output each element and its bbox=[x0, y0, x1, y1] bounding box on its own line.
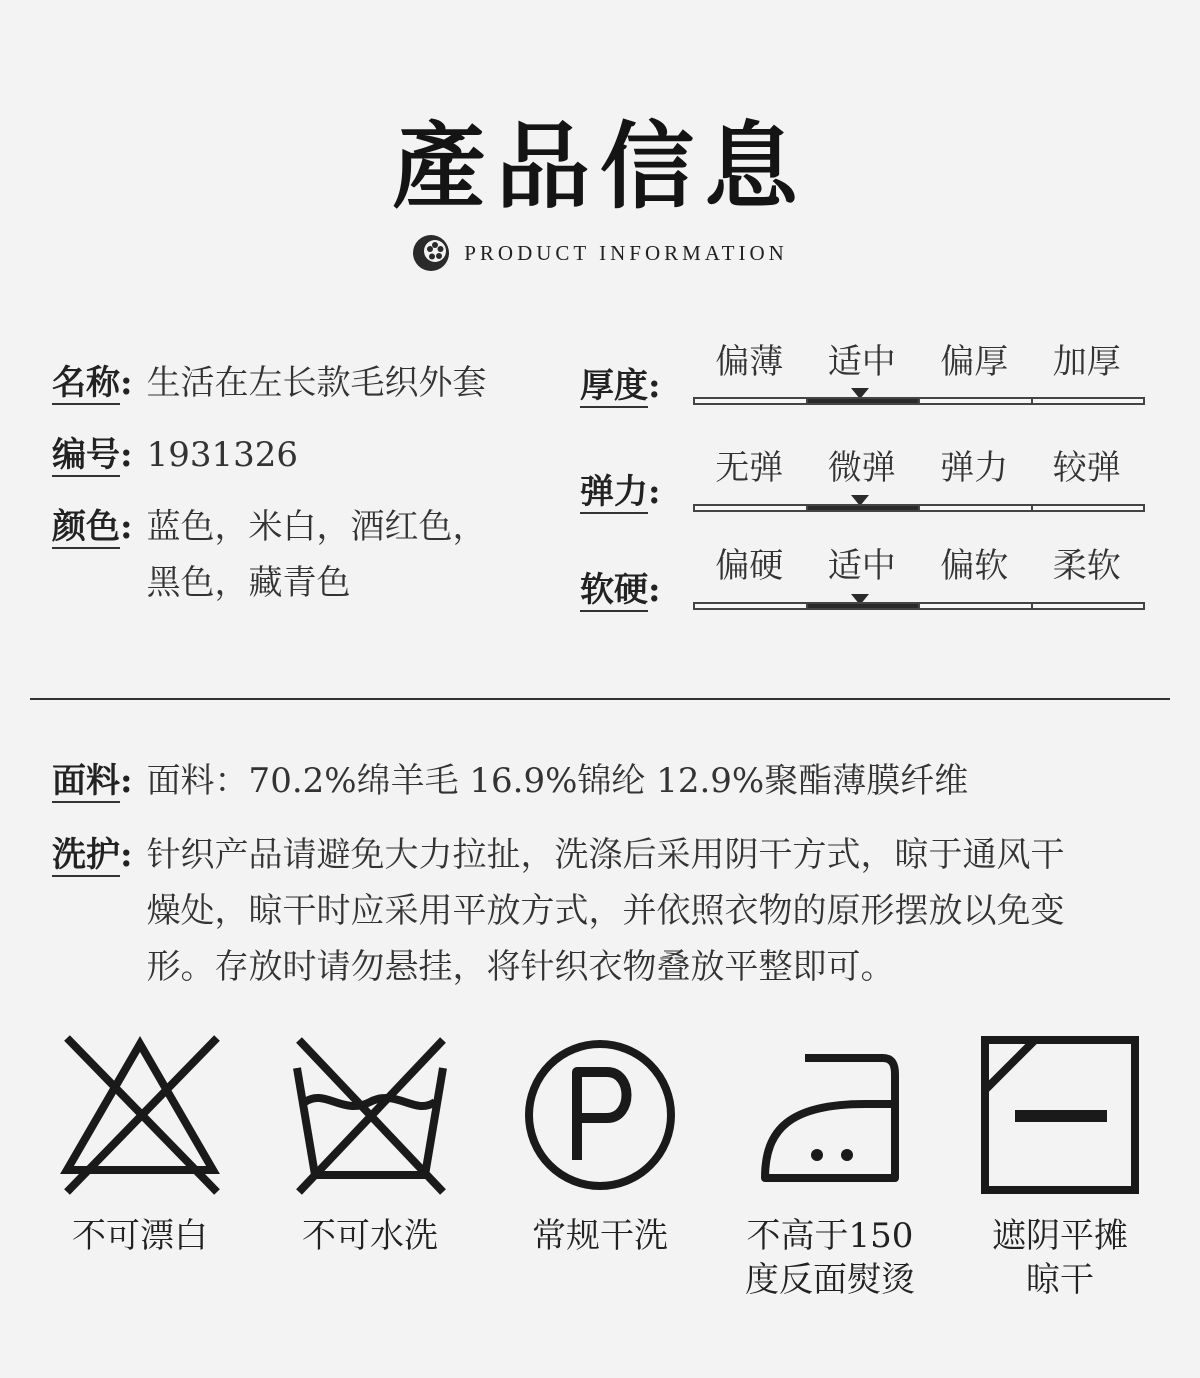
scale-elasticity-label: 弹力: bbox=[580, 472, 661, 512]
care-icon-cell bbox=[945, 1030, 1175, 1302]
scale-softness-options bbox=[693, 544, 1143, 588]
info-color-line1: 蓝色，米白，酒红色， bbox=[146, 507, 487, 547]
scale-option: 无弹 bbox=[715, 448, 784, 488]
subtitle-row bbox=[0, 234, 1200, 272]
care-line2: 燥处，晾干时应采用平放方式，并依照衣物的原形摆放以免变 bbox=[146, 891, 1065, 931]
scale-thickness-options bbox=[693, 340, 1143, 384]
info-color-value bbox=[147, 499, 487, 611]
care-icon-label bbox=[715, 1214, 945, 1302]
care-icon-label bbox=[945, 1214, 1175, 1302]
no-wash-icon bbox=[285, 1030, 455, 1200]
care-label: 洗护: bbox=[52, 835, 133, 875]
scale-softness-label: 软硬: bbox=[580, 570, 661, 610]
dry-clean-p-icon bbox=[515, 1030, 685, 1200]
scale-option: 较弹 bbox=[1052, 448, 1121, 488]
care-line3: 形。存放时请勿悬挂，将针织衣物叠放平整即可。 bbox=[146, 947, 895, 987]
scale-segment bbox=[1031, 397, 1146, 405]
scale-option: 偏硬 bbox=[715, 546, 784, 586]
flower-logo-icon bbox=[412, 234, 450, 272]
info-name-row bbox=[52, 358, 487, 411]
care-line1: 针织产品请避免大力拉扯，洗涤后采用阴干方式，晾于通风干 bbox=[146, 835, 1065, 875]
scale-elasticity-bar bbox=[693, 504, 1143, 512]
scale-option: 适中 bbox=[827, 342, 896, 382]
care-icon-label: 常规干洗 bbox=[532, 1216, 668, 1256]
care-icon-label-line1: 遮阴平摊 bbox=[992, 1216, 1128, 1256]
info-name-value: 生活在左长款毛织外套 bbox=[146, 363, 487, 403]
section-divider bbox=[30, 698, 1170, 700]
info-number-value: 1931326 bbox=[146, 435, 298, 475]
care-icon-label: 不可漂白 bbox=[72, 1216, 208, 1256]
fabric-row bbox=[52, 756, 1137, 809]
care-icon-cell bbox=[715, 1030, 945, 1302]
fabric-value: 面料：70.2%绵羊毛 16.9%锦纶 12.9%聚酯薄膜纤维 bbox=[146, 761, 969, 801]
scale-segment bbox=[693, 504, 808, 512]
care-icon-cell bbox=[485, 1030, 715, 1258]
page-title: 產品信息 bbox=[391, 112, 808, 222]
scale-softness-bar bbox=[693, 602, 1143, 610]
care-icon-cell bbox=[25, 1030, 255, 1258]
scale-option: 加厚 bbox=[1052, 342, 1121, 382]
scale-segment-selected bbox=[806, 602, 921, 610]
scale-option: 微弹 bbox=[827, 448, 896, 488]
care-icon-cell bbox=[255, 1030, 485, 1258]
iron-icon bbox=[745, 1030, 915, 1200]
scale-option: 弹力 bbox=[940, 448, 1009, 488]
scale-segment bbox=[918, 397, 1033, 405]
scale-thickness bbox=[580, 340, 1150, 430]
subtitle-text: PRODUCT INFORMATION bbox=[464, 240, 788, 265]
scale-option: 偏软 bbox=[940, 546, 1009, 586]
info-number-row bbox=[52, 430, 298, 483]
scale-segment bbox=[1031, 504, 1146, 512]
care-value bbox=[147, 827, 1137, 995]
fabric-label: 面料: bbox=[52, 761, 133, 801]
info-name-label: 名称: bbox=[52, 363, 133, 403]
care-row bbox=[52, 830, 1137, 995]
scale-option: 柔软 bbox=[1052, 546, 1121, 586]
info-color-line2: 黑色，藏青色 bbox=[146, 563, 351, 603]
info-color-row bbox=[52, 502, 487, 611]
flat-dry-shade-icon bbox=[975, 1030, 1145, 1200]
care-icon-label-line1: 不高于150 bbox=[746, 1216, 914, 1256]
scale-option: 偏薄 bbox=[715, 342, 784, 382]
care-icon-label-line2: 度反面熨烫 bbox=[745, 1260, 915, 1300]
care-icon-label: 不可水洗 bbox=[302, 1216, 438, 1256]
no-bleach-icon bbox=[55, 1030, 225, 1200]
scale-segment bbox=[918, 504, 1033, 512]
care-icon-label-line2: 晾干 bbox=[1026, 1260, 1094, 1300]
scale-segment-selected bbox=[806, 397, 921, 405]
scale-thickness-label: 厚度: bbox=[580, 366, 661, 406]
scale-segment bbox=[693, 397, 808, 405]
info-color-label: 颜色: bbox=[52, 507, 133, 547]
scale-segment bbox=[1031, 602, 1146, 610]
scale-segment bbox=[693, 602, 808, 610]
scale-segment bbox=[918, 602, 1033, 610]
scale-thickness-bar bbox=[693, 397, 1143, 405]
scale-softness bbox=[580, 544, 1150, 634]
scale-segment-selected bbox=[806, 504, 921, 512]
scale-option: 适中 bbox=[827, 546, 896, 586]
scale-option: 偏厚 bbox=[940, 342, 1009, 382]
scale-elasticity bbox=[580, 446, 1150, 536]
scale-elasticity-options bbox=[693, 446, 1143, 490]
info-number-label: 编号: bbox=[52, 435, 133, 475]
